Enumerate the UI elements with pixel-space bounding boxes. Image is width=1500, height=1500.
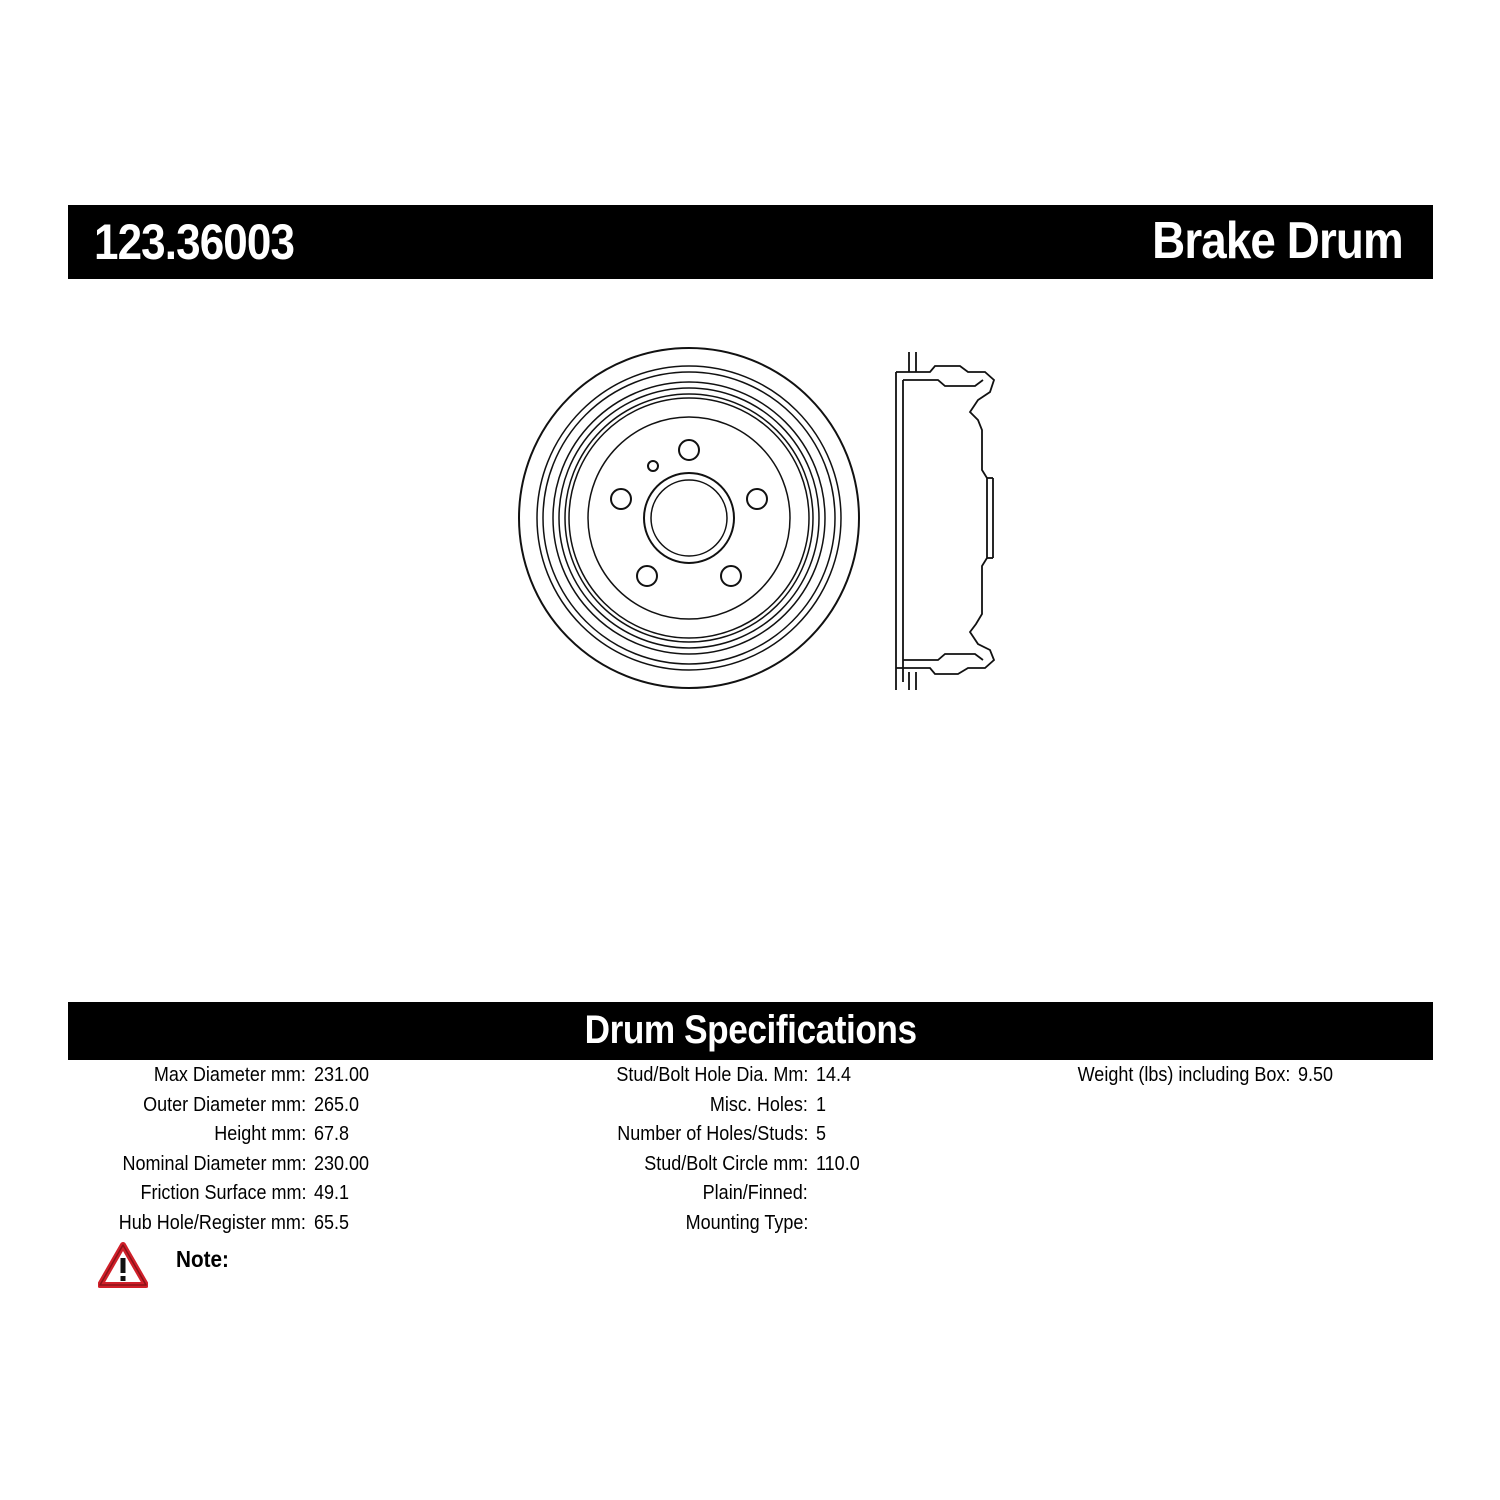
spec-value: 14.4 [816,1064,852,1086]
spec-row [0,1064,1334,1094]
specs-title: Drum Specifications [584,1008,917,1052]
spec-value: 9.50 [1298,1064,1334,1086]
spec-label: Stud/Bolt Hole Dia. Mm: [615,1064,808,1086]
spec-label: Nominal Diameter mm: [121,1152,306,1175]
warning-icon [98,1242,148,1288]
drum-side-view [896,352,994,690]
spec-row [0,1152,860,1183]
spec-label: Height mm: [213,1123,306,1146]
part-number: 123.36003 [94,214,295,270]
spec-label: Misc. Holes: [709,1093,808,1116]
spec-row [0,1212,808,1242]
header-bar [68,205,1433,279]
spec-value: 49.1 [314,1182,350,1205]
specs-column-3 [0,1064,1334,1094]
spec-label: Hub Hole/Register mm: [118,1211,306,1234]
note-area [98,1242,398,1290]
spec-value: 231.00 [314,1064,370,1086]
spec-label: Mounting Type: [685,1211,808,1234]
spec-label: Plain/Finned: [702,1182,808,1205]
spec-value: 1 [816,1093,827,1116]
spec-value: 265.0 [314,1093,360,1116]
spec-value: 5 [816,1123,827,1146]
spec-row [0,1182,808,1212]
drum-front-view [519,348,859,688]
note-label: Note: [176,1246,229,1272]
brake-drum-drawing [500,340,1020,710]
spec-row [0,1093,827,1124]
spec-label: Number of Holes/Studs: [616,1123,808,1146]
product-type: Brake Drum [1152,212,1403,270]
spec-label: Stud/Bolt Circle mm: [643,1152,808,1175]
spec-row [0,1123,827,1153]
spec-value: 230.00 [314,1152,370,1175]
spec-value: 67.8 [314,1123,350,1146]
spec-label: Friction Surface mm: [139,1182,306,1205]
spec-label: Weight (lbs) including Box: [1077,1064,1290,1086]
specs-title-bar [68,1002,1433,1060]
spec-value: 110.0 [816,1152,860,1175]
spec-value: 65.5 [314,1211,350,1234]
spec-label: Max Diameter mm: [153,1064,306,1086]
spec-label: Outer Diameter mm: [142,1093,306,1116]
